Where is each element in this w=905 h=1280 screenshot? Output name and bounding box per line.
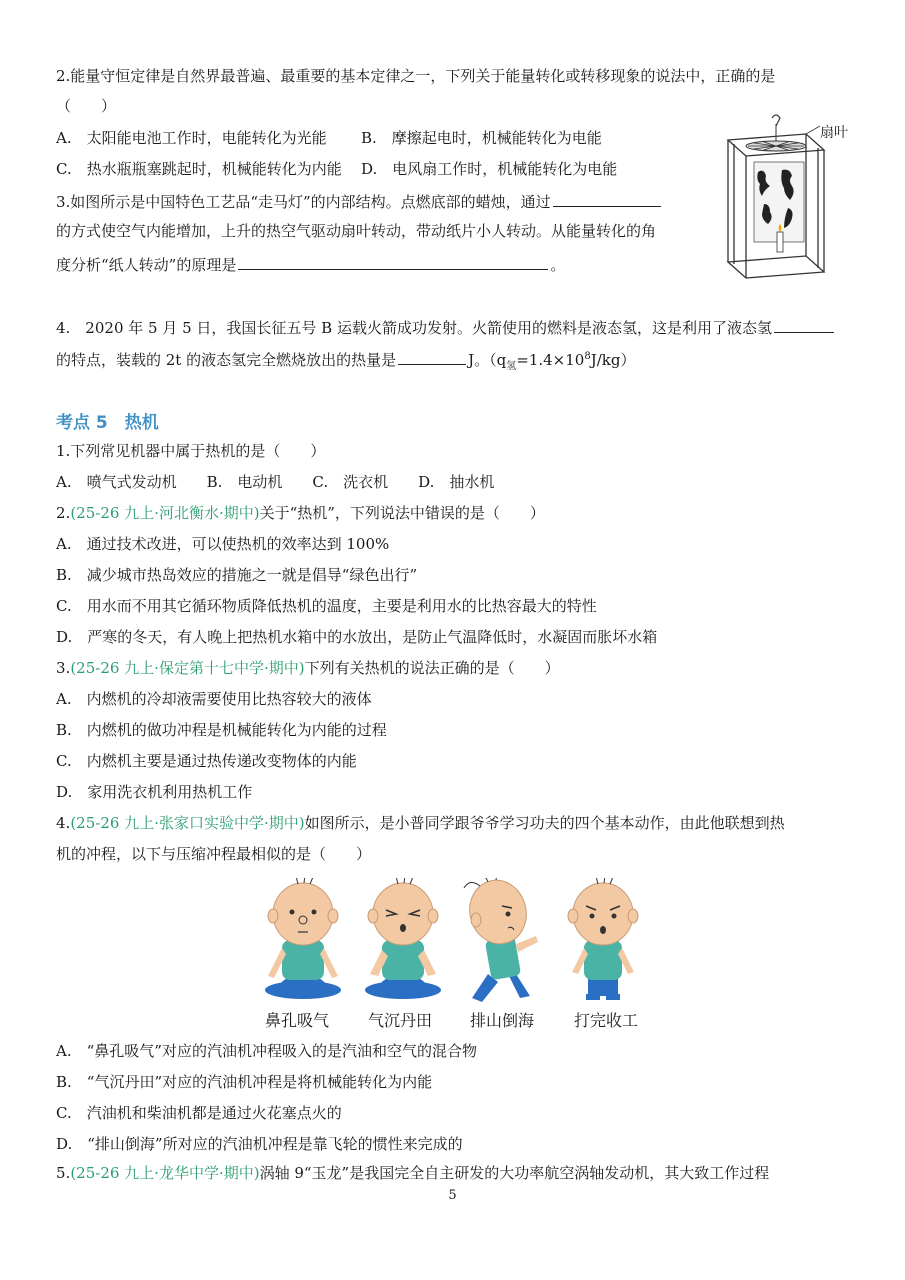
q4-unit: J。（q (468, 351, 507, 369)
s2-option-c: C. 用水而不用其它循环物质降低热机的温度，主要是利用水的比热容最大的特性 (56, 597, 597, 615)
s1-stem: 1.下列常见机器中属于热机的是（ ） (56, 442, 326, 460)
s3-stem-text: 下列有关热机的说法正确的是（ ） (304, 659, 560, 677)
q3-blank-2[interactable] (238, 253, 548, 270)
s5-stem-text: 涡轴 9“玉龙”是我国完全自主研发的大功率航空涡轴发动机，其大致工作过程 (259, 1164, 770, 1182)
s2-stem (56, 503, 545, 523)
caption-4: 打完收工 (574, 1011, 639, 1030)
q2-stem: 2.能量守恒定律是自然界最普遍、最重要的基本定律之一，下列关于能量转化或转移现象的说法中，正确的是 (56, 67, 776, 85)
s4-option-b: B. “气沉丹田”对应的汽油机冲程是将机械能转化为内能 (56, 1073, 433, 1091)
s2-option-b: B. 减少城市热岛效应的措施之一就是倡导“绿色出行” (56, 566, 418, 584)
s5-stem (56, 1163, 769, 1183)
s5-number: 5. (56, 1164, 71, 1182)
q3-line2: 的方式使空气内能增加，上升的热空气驱动扇叶转动，带动纸片小人转动。从能量转化的角 (56, 222, 657, 240)
caption-3: 排山倒海 (470, 1011, 535, 1030)
s4-option-a: A. “鼻孔吸气”对应的汽油机冲程吸入的是汽油和空气的混合物 (56, 1042, 477, 1060)
q2-options-row1 (56, 128, 602, 148)
q3-line3-end: 。 (550, 256, 566, 274)
q4-value: =1.4×10 (516, 351, 585, 369)
q4-line2-text: 的特点，装载的 2t 的液态氢完全燃烧放出的热量是 (56, 351, 397, 369)
q4-line1-text: 4. 2020 年 5 月 5 日，我国长征五号 B 运载火箭成功发射。火箭使用的燃料是液态氢，这是利用了液态氢 (56, 319, 772, 337)
q4-blank-1[interactable] (774, 316, 834, 333)
q3-blank-1[interactable] (553, 190, 661, 207)
q4-exponent: 8 (584, 351, 591, 362)
q4-line1 (56, 316, 836, 338)
lantern-figure (720, 112, 830, 292)
s4-number: 4. (56, 814, 71, 832)
s1-options: A. 喷气式发动机 B. 电动机 C. 洗衣机 D. 抽水机 (56, 473, 495, 491)
q2-option-b: B. 摩擦起电时，机械能转化为电能 (361, 129, 602, 147)
q3-line3-text: 度分析“纸人转动”的原理是 (56, 256, 237, 274)
q4-value-unit: J/kg） (590, 351, 636, 369)
q2-paren: （ ） (56, 97, 117, 115)
s4-line2: 机的冲程，以下与压缩冲程最相似的是（ ） (56, 845, 372, 863)
s5-source: (25-26 九上·龙华中学·期中) (70, 1164, 260, 1182)
figure-finish (568, 878, 638, 1000)
page-number: 5 (448, 1188, 457, 1203)
s3-option-d: D. 家用洗衣机利用热机工作 (56, 783, 253, 801)
s2-option-a: A. 通过技术改进，可以使热机的效率达到 100% (56, 535, 390, 553)
q2-option-d: D. 电风扇工作时，机械能转化为电能 (361, 160, 618, 178)
q4-blank-2[interactable] (398, 348, 466, 365)
s2-stem-text: 关于“热机”，下列说法中错误的是（ ） (259, 504, 545, 522)
q2-option-a: A. 太阳能电池工作时，电能转化为光能 (56, 129, 327, 147)
q4-line2 (56, 347, 635, 377)
q3-line3 (56, 253, 565, 275)
s2-number: 2. (56, 504, 71, 522)
figure-qi-sink (365, 878, 441, 999)
section-title: 考点 5 热机 (56, 413, 159, 433)
s4-option-d: D. “排山倒海”所对应的汽油机冲程是靠飞轮的惯性来完成的 (56, 1135, 463, 1153)
fan-blade-label: 扇叶 (820, 125, 848, 141)
s4-stem (56, 813, 785, 833)
caption-1: 鼻孔吸气 (265, 1011, 330, 1030)
kungfu-figures (258, 878, 658, 1006)
s3-option-b: B. 内燃机的做功冲程是机械能转化为内能的过程 (56, 721, 387, 739)
q3-line1 (56, 190, 663, 212)
q2-option-c: C. 热水瓶瓶塞跳起时，机械能转化为内能 (56, 160, 342, 178)
s2-source: (25-26 九上·河北衡水·期中) (70, 504, 260, 522)
caption-2: 气沉丹田 (368, 1011, 433, 1030)
s4-option-c: C. 汽油机和柴油机都是通过火花塞点火的 (56, 1104, 342, 1122)
q3-line1-text: 3.如图所示是中国特色工艺品“走马灯”的内部结构。点燃底部的蜡烛，通过 (56, 193, 551, 211)
s4-source: (25-26 九上·张家口实验中学·期中) (70, 814, 305, 832)
figure-nose-inhale (265, 878, 341, 999)
s3-number: 3. (56, 659, 71, 677)
s2-option-d: D. 严寒的冬天，有人晚上把热机水箱中的水放出，是防止气温降低时，水凝固而胀坏水箱 (56, 628, 658, 646)
q2-options-row2 (56, 159, 617, 179)
figure-push-mountain (463, 878, 538, 1002)
q4-subscript: 氢 (506, 361, 517, 372)
s3-source: (25-26 九上·保定第十七中学·期中) (70, 659, 305, 677)
s3-option-c: C. 内燃机主要是通过热传递改变物体的内能 (56, 752, 357, 770)
s4-stem-text: 如图所示，是小普同学跟爷爷学习功夫的四个基本动作，由此他联想到热 (304, 814, 785, 832)
s3-option-a: A. 内燃机的冷却液需要使用比热容较大的液体 (56, 690, 372, 708)
s3-stem (56, 658, 560, 678)
